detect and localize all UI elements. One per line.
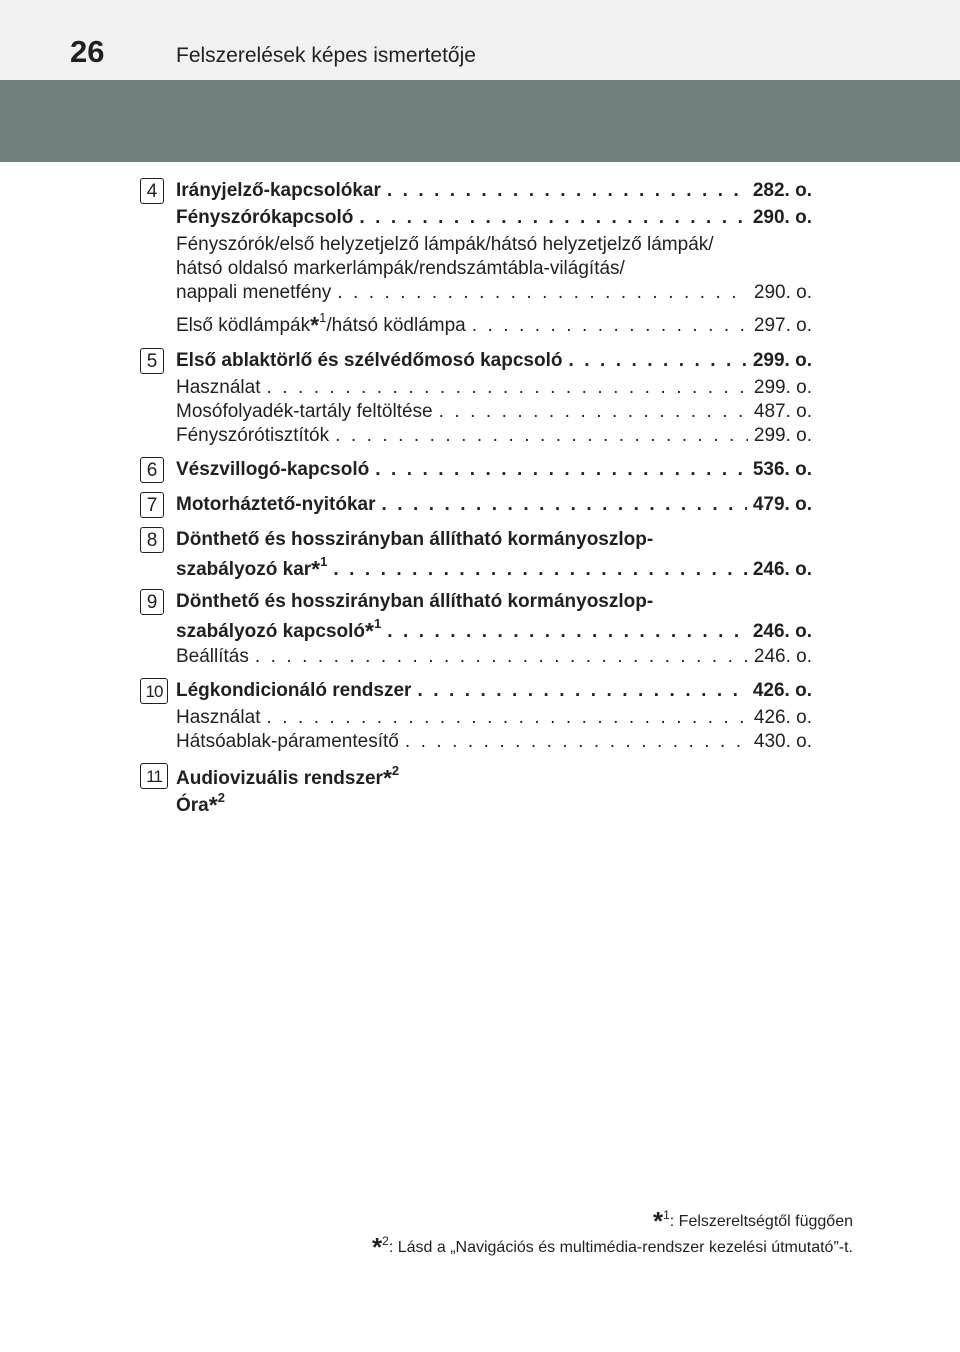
dot-leader xyxy=(267,707,748,729)
entry-title: Fényszórókapcsoló xyxy=(176,207,354,228)
item-number-badge-11: 11 xyxy=(140,763,168,789)
entry-title: szabályozó kar*$^1$ xyxy=(176,554,328,582)
entry-page: 299. o. xyxy=(753,377,812,398)
entry-page: 246. o. xyxy=(753,646,812,667)
entry-page: 426. o. xyxy=(753,707,812,728)
toc-subentry-daytime-lights[interactable] xyxy=(176,282,812,304)
toc-entry-hazard-switch[interactable] xyxy=(176,459,812,481)
toc-subentry[interactable] xyxy=(176,377,812,399)
entry-title: Irányjelző-kapcsolókar xyxy=(176,180,381,201)
dot-leader xyxy=(568,350,746,372)
entry-page: 282. o. xyxy=(752,180,812,201)
toc-subentry[interactable] xyxy=(176,401,812,423)
entry-title-line: Dönthető és hosszirányban állítható kormányoszlop- xyxy=(176,591,654,612)
item-number-badge-5: 5 xyxy=(140,348,164,374)
toc-entry-air-conditioning[interactable] xyxy=(176,680,812,702)
entry-page: 299. o. xyxy=(753,425,812,446)
entry-page: 536. o. xyxy=(752,459,812,480)
entry-page: 430. o. xyxy=(753,731,812,752)
section-title: Felszerelések képes ismertetője xyxy=(176,44,476,67)
toc-entry-clock[interactable]: Óra*$^2$ xyxy=(176,790,225,818)
toc-entry-steering-column-switch[interactable] xyxy=(176,618,812,645)
entry-page: 299. o. xyxy=(752,350,812,371)
item-number-badge-8: 8 xyxy=(140,527,164,553)
toc-entry-wiper-switch[interactable] xyxy=(176,350,812,372)
item-number-badge-9: 9 xyxy=(140,589,164,615)
entry-page: 479. o. xyxy=(752,494,812,515)
entry-title: Légkondicionáló rendszer xyxy=(176,680,412,701)
dot-leader xyxy=(333,559,746,581)
dot-leader xyxy=(417,680,746,702)
dot-leader xyxy=(375,459,747,481)
entry-title: Motorháztető-nyitókar xyxy=(176,494,376,515)
entry-title: Mosófolyadék-tartály feltöltése xyxy=(176,401,433,422)
toc-entry-headlight-switch[interactable] xyxy=(176,207,812,229)
footnote-2: *$^2$: Lásd a „Navigációs és multimédia-rendszer kezelési útmutató”-t. xyxy=(372,1232,853,1262)
dot-leader xyxy=(337,282,748,304)
entry-page: 487. o. xyxy=(753,401,812,422)
page-header xyxy=(0,0,960,80)
dot-leader xyxy=(267,377,748,399)
toc-subentry-fog-lights[interactable] xyxy=(176,312,812,339)
entry-title-line: Dönthető és hosszirányban állítható kormányoszlop- xyxy=(176,529,654,550)
entry-page: 246. o. xyxy=(752,621,812,642)
entry-page: 290. o. xyxy=(753,282,812,303)
entry-description-line: Fényszórók/első helyzetjelző lámpák/hátsó helyzetjelző lámpák/ xyxy=(176,234,714,255)
entry-description-line: hátsó oldalsó markerlámpák/rendszámtábla-világítás/ xyxy=(176,258,625,279)
toc-entry-steering-column-lever[interactable] xyxy=(176,556,812,583)
entry-title: Első ablaktörlő és szélvédőmosó kapcsoló xyxy=(176,350,563,371)
dot-leader xyxy=(335,425,748,447)
toc-entry-audio-visual[interactable]: Audiovizuális rendszer*$^2$ xyxy=(176,763,400,791)
entry-page: 297. o. xyxy=(753,315,812,336)
dot-leader xyxy=(439,401,748,423)
toc-subentry[interactable] xyxy=(176,646,812,668)
dot-leader xyxy=(472,315,748,337)
dot-leader xyxy=(387,621,747,643)
entry-title: Fényszórótisztítók xyxy=(176,425,330,446)
illustration-band xyxy=(0,80,960,162)
entry-title: Használat xyxy=(176,707,261,728)
entry-title: Vészvillogó-kapcsoló xyxy=(176,459,370,480)
entry-title: Hátsóablak-páramentesítő xyxy=(176,731,399,752)
toc-subentry[interactable] xyxy=(176,425,812,447)
dot-leader xyxy=(405,731,748,753)
toc-entry-hood-release[interactable] xyxy=(176,494,812,516)
entry-title: Használat xyxy=(176,377,261,398)
entry-page: 426. o. xyxy=(752,680,812,701)
item-number-badge-10: 10 xyxy=(140,678,168,704)
item-number-badge-7: 7 xyxy=(140,492,164,518)
item-number-badge-6: 6 xyxy=(140,457,164,483)
toc-subentry[interactable] xyxy=(176,731,812,753)
dot-leader xyxy=(387,180,747,202)
entry-title: Beállítás xyxy=(176,646,249,667)
toc-entry-turn-signal-lever[interactable] xyxy=(176,180,812,202)
dot-leader xyxy=(255,646,748,668)
entry-title: Első ködlámpák*$^1$/hátsó ködlámpa xyxy=(176,310,466,338)
entry-page: 290. o. xyxy=(752,207,812,228)
item-number-badge-4: 4 xyxy=(140,178,164,204)
footnote-1: *$^1$: Felszereltségtől függően xyxy=(652,1206,853,1236)
toc-subentry[interactable] xyxy=(176,707,812,729)
dot-leader xyxy=(359,207,746,229)
page-number: 26 xyxy=(70,34,105,69)
entry-title: nappali menetfény xyxy=(176,282,332,303)
entry-page: 246. o. xyxy=(752,559,812,580)
dot-leader xyxy=(382,494,747,516)
entry-title: szabályozó kapcsoló*$^1$ xyxy=(176,616,382,644)
